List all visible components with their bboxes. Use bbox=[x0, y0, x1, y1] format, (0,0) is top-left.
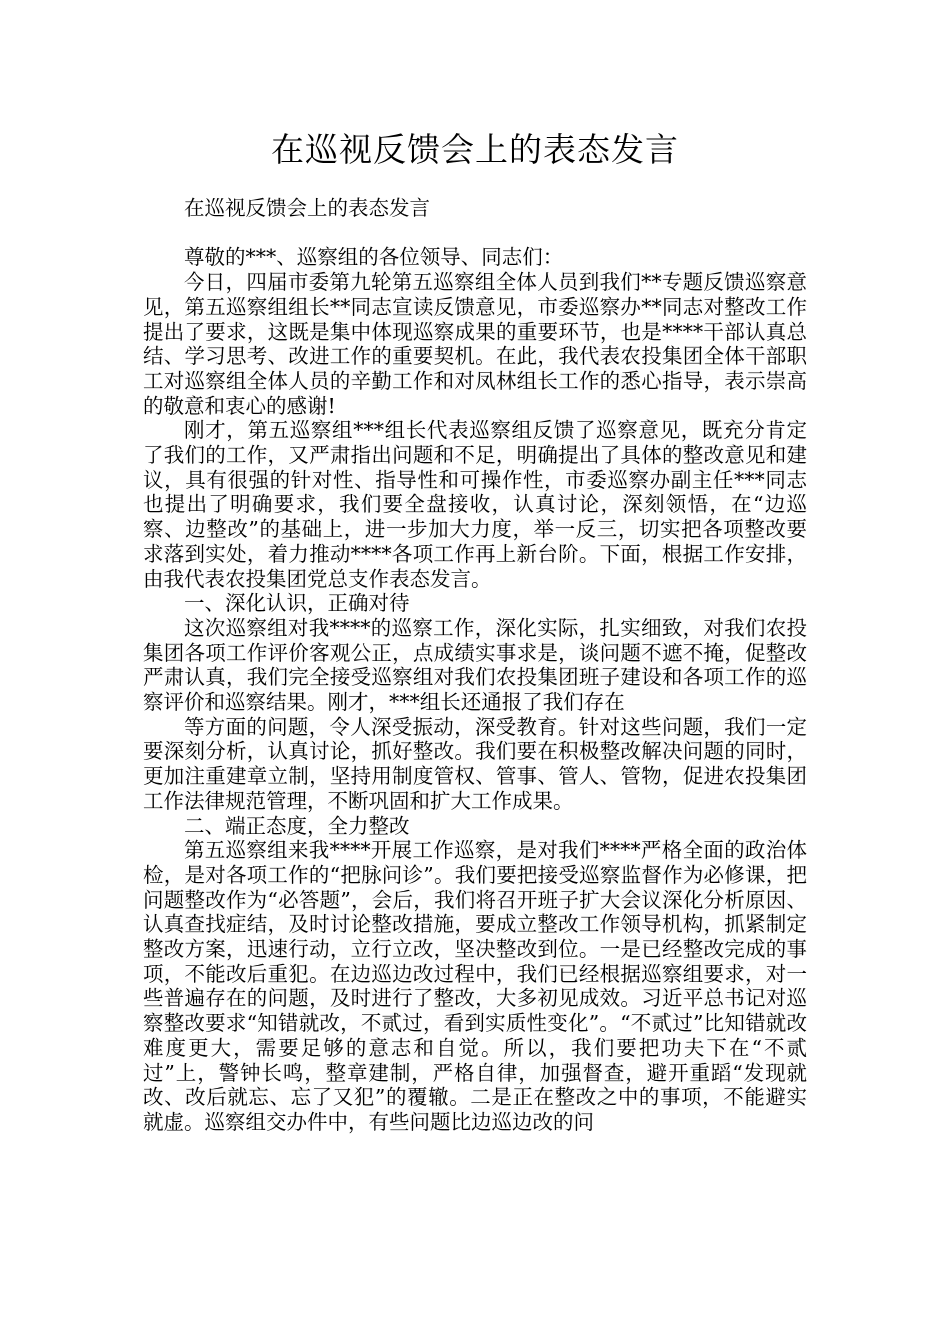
greeting-line: 尊敬的***、巡察组的各位领导、同志们： bbox=[184, 245, 564, 270]
section-heading-1: 一、深化认识，正确对待 bbox=[184, 591, 410, 616]
paragraph-section-2: 第五巡察组来我****开展工作巡察，是对我们****严格全面的政治体检，是对各项工作的“把脉问诊”。我们要把接受巡察监督作为必修课，把问题整改作为“必答题”，会后，我们将召开班子扩大会议深化分析原因、认真查找症结，及时讨论整改措施，要成立整改工作领导机构，抓紧制定整改方案，迅速行动，立行立改，坚决整改到位。一是已经整改完成的事项，不能改后重犯。在边巡边改过程中，我们已经根据巡察组要求，对一些普遍存在的问题，及时进行了整改，大多初见成效。习近平总书记对巡察整改要求“知错就改，不贰过，看到实质性变化”。“不贰过”比知错就改难度更大，需要足够的意志和自觉。所以，我们要把功夫下在“不贰过”上，警钟长鸣，整章建制，严格自律，加强督查，避开重蹈“发现就改、改后就忘、忘了又犯”的覆辙。二是正在整改之中的事项，不能避实就虚。巡察组交办件中，有些问题比边巡边改的问 bbox=[143, 838, 807, 1134]
section-heading-2: 二、端正态度，全力整改 bbox=[184, 813, 410, 838]
paragraph-feedback: 刚才，第五巡察组***组长代表巡察组反馈了巡察意见，既充分肯定了我们的工作，又严肃指出问题和不足，明确提出了具体的整改意见和建议，具有很强的针对性、指导性和可操作性，市委巡察办副主任***同志也提出了明确要求，我们要全盘接收，认真讨论，深刻领悟，在“边巡察、边整改”的基础上，进一步加大力度，举一反三，切实把各项整改要求落到实处，着力推动****各项工作再上新台阶。下面，根据工作安排，由我代表农投集团党总支作表态发言。 bbox=[143, 418, 807, 591]
paragraph-section-1b: 等方面的问题，令人深受振动，深受教育。针对这些问题，我们一定要深刻分析，认真讨论，抓好整改。我们要在积极整改解决问题的同时，更加注重建章立制，坚持用制度管权、管事、管人、管物，促进农投集团工作法律规范管理，不断巩固和扩大工作成果。 bbox=[143, 714, 807, 813]
document-body bbox=[143, 196, 807, 1135]
paragraph-opening: 今日，四届市委第九轮第五巡察组全体人员到我们**专题反馈巡察意见，第五巡察组组长**同志宣读反馈意见，市委巡察办**同志对整改工作提出了要求，这既是集中体现巡察成果的重要环节，也是****干部认真总结、学习思考、改进工作的重要契机。在此，我代表农投集团全体干部职工对巡察组全体人员的辛勤工作和对凤林组长工作的悉心指导，表示崇高的敬意和衷心的感谢! bbox=[143, 270, 807, 418]
document-title: 在巡视反馈会上的表态发言 bbox=[271, 130, 679, 169]
paragraph-section-1a: 这次巡察组对我****的巡察工作，深化实际，扎实细致，对我们农投集团各项工作评价客观公正，点成绩实事求是，谈问题不遮不掩，促整改严肃认真，我们完全接受巡察组对我们农投集团班子建设和各项工作的巡察评价和巡察结果。刚才，***组长还通报了我们存在 bbox=[143, 615, 807, 715]
document-subtitle: 在巡视反馈会上的表态发言 bbox=[184, 196, 430, 220]
